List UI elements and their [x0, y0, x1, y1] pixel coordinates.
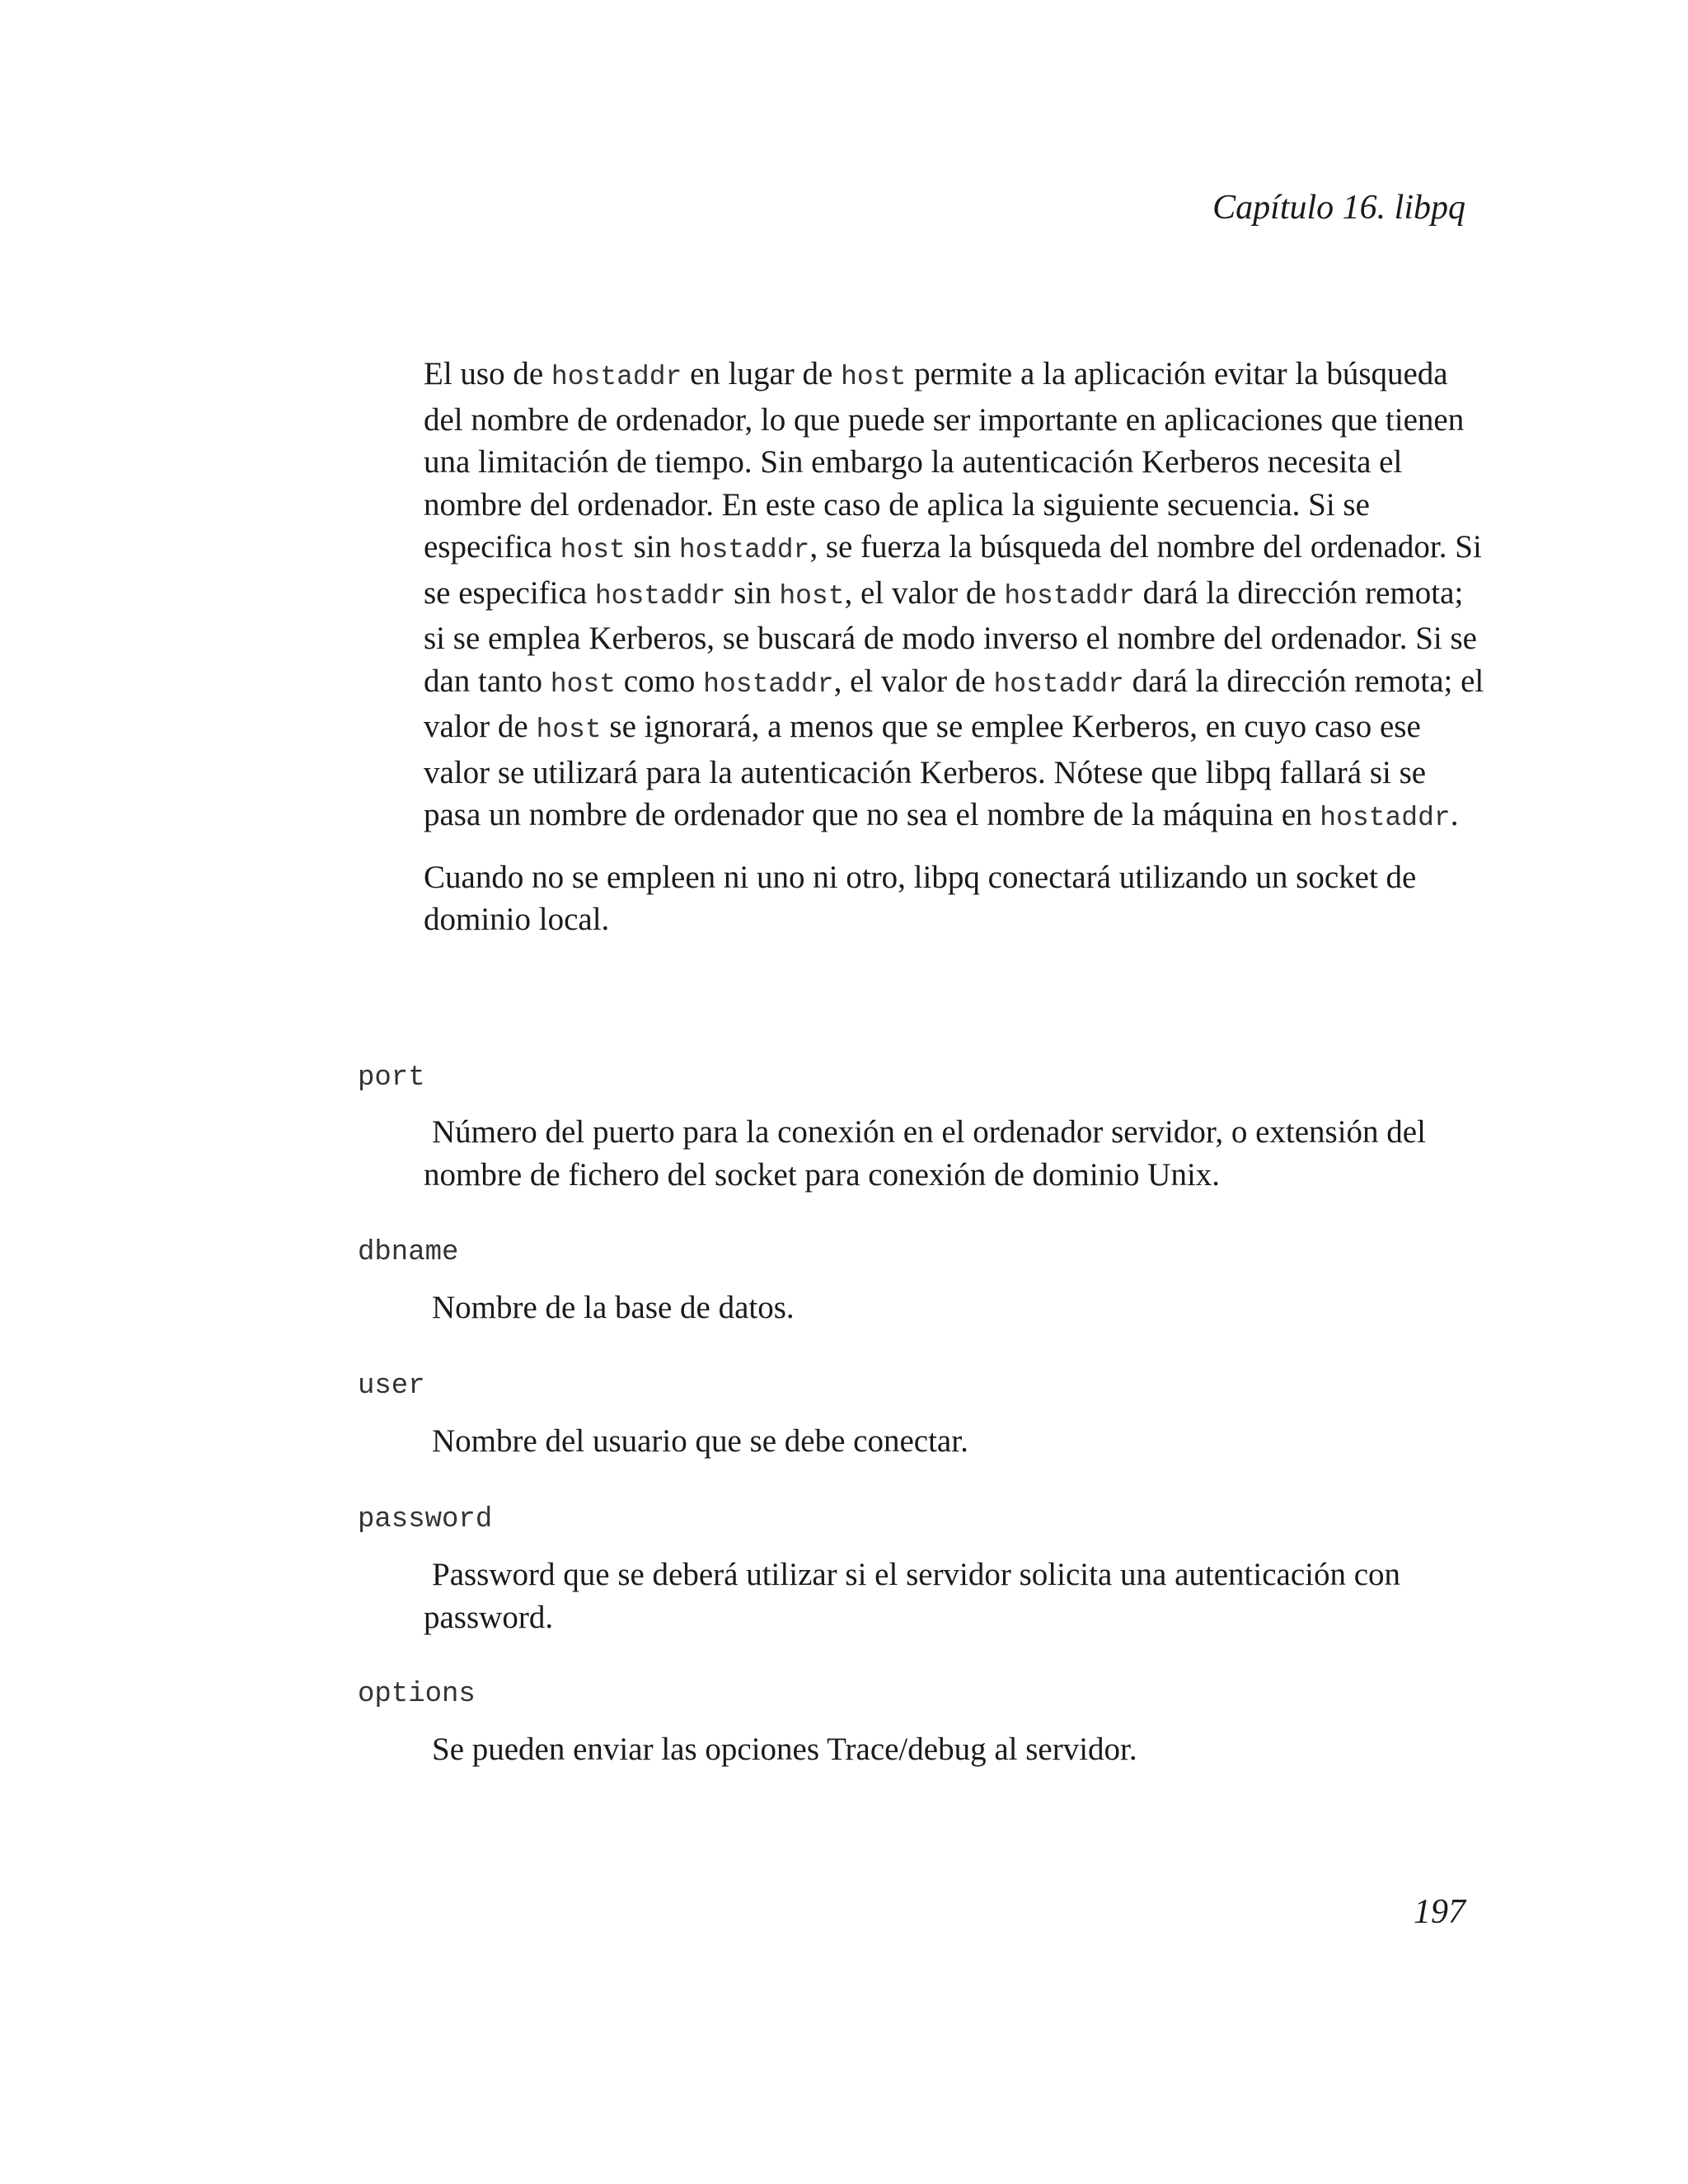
text-run: dará la dirección remota; si se emplea Kerberos, se buscará de modo inverso el nombre del ordenador. Si se dan tanto [424, 574, 1477, 699]
text-run: como [616, 663, 704, 699]
param-term-user: user [358, 1371, 425, 1402]
param-desc-dbname [424, 1286, 1487, 1329]
code-term: host [779, 580, 845, 612]
code-term: hostaddr [1320, 803, 1451, 833]
param-desc-line: Nombre del usuario que se debe conectar. [432, 1423, 968, 1459]
text-run: sin [725, 574, 780, 611]
code-term: host [536, 715, 602, 745]
intro-paragraph-hostaddr [424, 353, 1487, 840]
intro-section [424, 353, 1487, 941]
param-term-password: password [358, 1504, 493, 1535]
param-desc-password [424, 1554, 1487, 1638]
param-desc-line: Se pueden enviar las opciones Trace/debug al servidor. [432, 1732, 1137, 1767]
param-desc-line: Nombre de la base de datos. [432, 1290, 795, 1325]
intro-paragraph-local-socket: Cuando no se empleen ni uno ni otro, libpq conectará utilizando un socket de dominio local. [424, 859, 1417, 937]
text-run: , el valor de [844, 574, 1005, 611]
code-term: hostaddr [993, 668, 1124, 700]
code-term: hostaddr [703, 668, 834, 700]
text-run: . [1450, 797, 1459, 832]
text-run: dará la dirección remota; el valor de [424, 663, 1484, 744]
code-term: hostaddr [1004, 580, 1135, 612]
param-desc-user [424, 1420, 1487, 1463]
text-run: se ignorará, a menos que se emplee Kerberos, en cuyo caso ese valor se utilizará para la autenticación Kerberos. Nótese que libpq fallará si se pasa un nombre de ordenador que no sea el nombre de la máquina en [424, 709, 1427, 832]
running-header: Capítulo 16. libpq [1212, 189, 1465, 227]
code-term: host [560, 535, 626, 565]
text-run: , se fuerza la búsqueda del nombre del ordenador. Si se especifica [424, 529, 1482, 611]
param-desc-line: password. [424, 1599, 554, 1635]
param-desc-line: nombre de fichero del socket para conexión de dominio Unix. [424, 1156, 1221, 1193]
param-desc-line: Password que se deberá utilizar si el servidor solicita una autenticación con [432, 1557, 1401, 1592]
param-term-options: options [358, 1679, 476, 1710]
param-desc-options [424, 1728, 1487, 1771]
param-desc-line: Número del puerto para la conexión en el ordenador servidor, o extensión del [432, 1114, 1426, 1150]
code-term: hostaddr [551, 362, 682, 392]
code-term: host [841, 362, 907, 392]
code-term: host [550, 668, 617, 700]
text-run: El uso de [424, 356, 551, 391]
text-run: en lugar de [682, 356, 842, 391]
param-term-dbname: dbname [358, 1237, 459, 1268]
param-desc-port [424, 1111, 1487, 1196]
code-term: hostaddr [594, 580, 726, 612]
text-run: sin [625, 529, 679, 565]
text-run: permite a la aplicación evitar la búsqueda del nombre de ordenador, lo que puede ser importante en aplicaciones que tienen una limitación de tiempo. Sin embargo la autenticación Kerberos necesita el nombre del ordenador. En este caso de aplica la siguiente secuencia. Si se especifica [424, 356, 1465, 565]
page-number: 197 [1414, 1893, 1465, 1931]
text-run: , el valor de [833, 663, 994, 699]
code-term: hostaddr [678, 535, 810, 565]
param-term-port: port [358, 1062, 425, 1094]
